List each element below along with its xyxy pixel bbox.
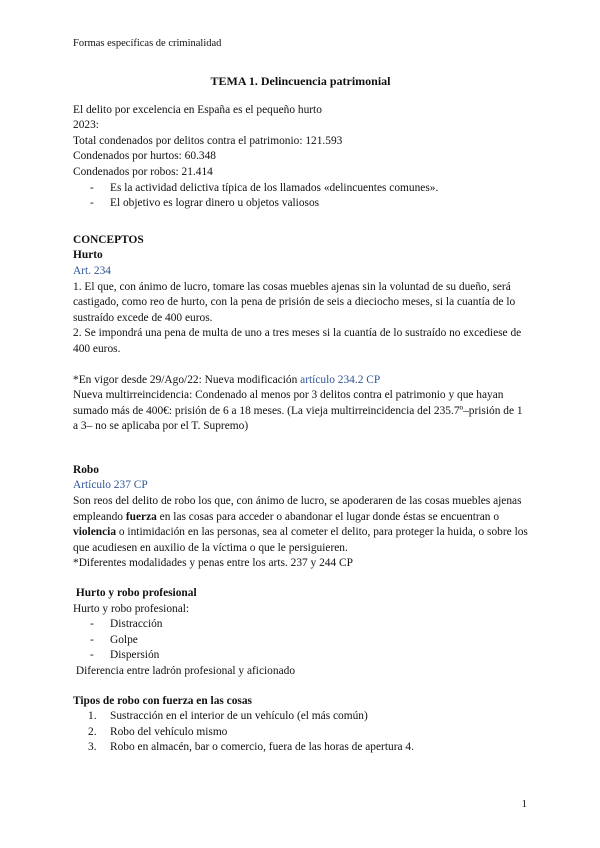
- intro-hurtos: Condenados por hurtos: 60.348: [73, 150, 217, 163]
- profesional-intro: Hurto y robo profesional:: [73, 602, 190, 615]
- list-number: 2.: [88, 725, 97, 738]
- hurto-note-text: *En vigor desde 29/Ago/22: Nueva modificación: [73, 373, 301, 386]
- robo-bold-violencia: violencia: [73, 526, 117, 539]
- list-item: - Distracción: [73, 617, 528, 633]
- intro-line: El delito por excelencia en España es el pequeño hurto: [73, 103, 322, 116]
- hurto-note-2: Nueva multirreincidencia: Condenado al menos por 3 delitos contra el patrimonio y que hayan sumado más de 400€: prisión de 6 a 18 meses. (La vieja multirreincidencia del 235.7º–prisión de 1 a 3– no se aplicaba por el T. Supremo): [73, 389, 523, 433]
- subheading-profesional: Hurto y robo profesional: [73, 587, 197, 600]
- intro-robos: Condenados por robos: 21.414: [73, 165, 213, 178]
- intro-year: 2023:: [73, 119, 99, 132]
- hurto-note: [73, 373, 528, 389]
- profesional-difference: Diferencia entre ladrón profesional y aficionado: [73, 665, 296, 677]
- list-item: - Es la actividad delictiva típica de los llamados «delincuentes comunes».: [73, 181, 528, 197]
- list-item-text: Sustracción en el interior de un vehículo (el más común): [110, 710, 368, 723]
- page-number: 1: [521, 798, 527, 810]
- list-number: 1.: [88, 710, 97, 723]
- list-item-text: Robo en almacén, bar o comercio, fuera de las horas de apertura 4.: [110, 741, 414, 754]
- hurto-article-link[interactable]: Art. 234: [73, 264, 111, 277]
- page-title: TEMA 1. Delincuencia patrimonial: [210, 74, 391, 88]
- list-item: [73, 740, 528, 756]
- running-header: Formas específicas de criminalidad: [73, 38, 222, 49]
- tipos-robo-list: [73, 709, 528, 756]
- robo-text-1: Son reos del delito de robo los que, con ánimo de lucro, se apoderaren de las cosas muebles ajenas empleando: [73, 495, 522, 523]
- hurto-paragraph-2: 2. Se impondrá una pena de multa de uno a tres meses si la cuantía de lo sustraído no excediese de 400 euros.: [73, 327, 522, 355]
- list-item: [73, 725, 528, 741]
- subheading-hurto: Hurto: [73, 249, 103, 262]
- list-item: - El objetivo es lograr dinero u objetos valiosos: [73, 196, 528, 212]
- list-item: - Golpe: [73, 633, 528, 649]
- hurto-paragraph-1: 1. El que, con ánimo de lucro, tomare las cosas muebles ajenas sin la voluntad de su dueño, será castigado, como reo de hurto, con la pena de prisión de seis a dieciocho meses, si la cuantía de lo sustraído excede de 400 euros.: [73, 280, 516, 324]
- robo-bold-fuerza: fuerza: [125, 510, 157, 523]
- list-item: [73, 709, 528, 725]
- robo-paragraph: [73, 494, 528, 556]
- list-item: - Dispersión: [73, 648, 528, 664]
- robo-text-3: o intimidación en las personas, sea al cometer el delito, para proteger la huida, o sobre los que acudiesen en auxilio de la víctima o que le persiguieren.: [73, 526, 528, 554]
- profesional-list: [73, 617, 528, 664]
- list-item-text: Robo del vehículo mismo: [110, 725, 228, 738]
- list-number: 3.: [88, 741, 97, 754]
- page-content: [73, 74, 528, 756]
- subheading-tipos-robo: Tipos de robo con fuerza en las cosas: [73, 694, 252, 707]
- section-heading-conceptos: CONCEPTOS: [73, 233, 144, 246]
- robo-note: *Diferentes modalidades y penas entre los arts. 237 y 244 CP: [73, 557, 353, 570]
- intro-total: Total condenados por delitos contra el patrimonio: 121.593: [73, 134, 343, 147]
- subheading-robo: Robo: [73, 463, 99, 476]
- intro-bullet-list: [73, 181, 528, 212]
- robo-article-link[interactable]: Artículo 237 CP: [73, 479, 148, 492]
- robo-text-2: en las cosas para acceder o abandonar el lugar donde éstas se encuentran o: [156, 510, 500, 523]
- article-234-2-link[interactable]: artículo 234.2 CP: [300, 373, 381, 386]
